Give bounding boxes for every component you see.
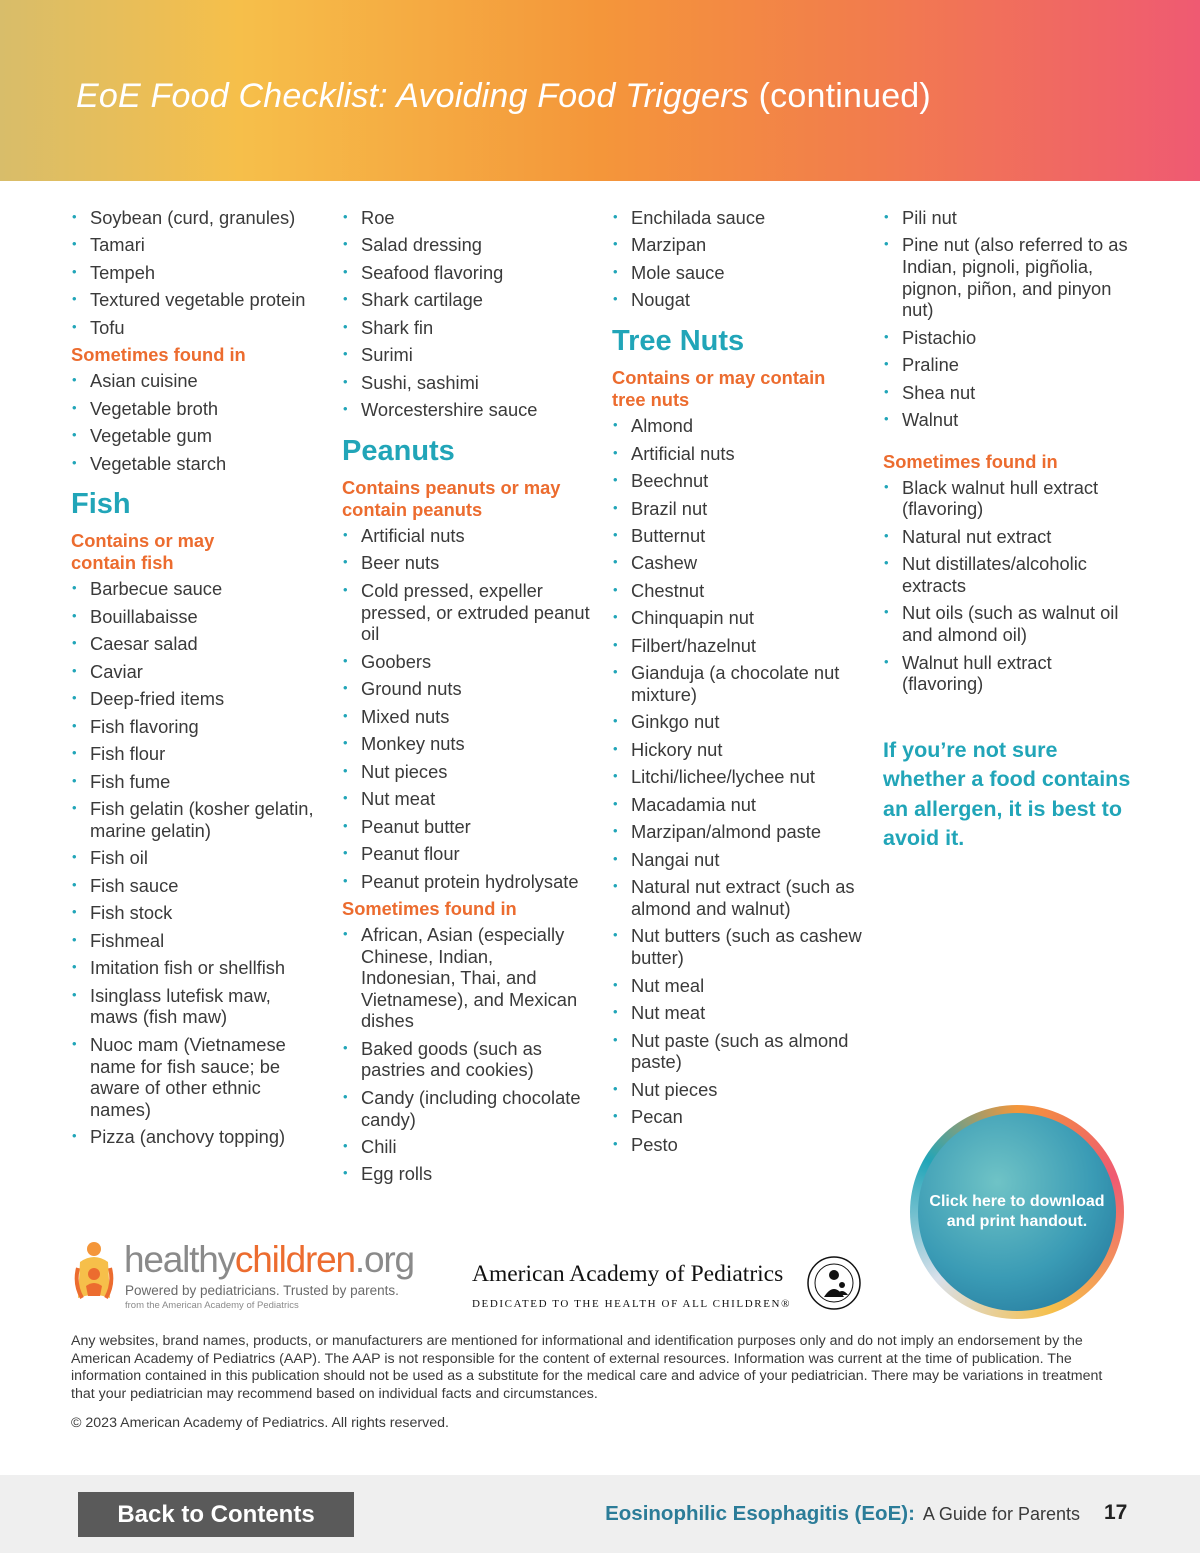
list-item: • Vegetable broth bbox=[71, 398, 321, 420]
hc-word-org: .org bbox=[354, 1239, 414, 1280]
tree-nuts-sometimes-heading: Sometimes found in bbox=[883, 450, 1058, 472]
list-item: • Nut meal bbox=[612, 975, 862, 997]
peanuts-items-list bbox=[342, 525, 590, 892]
list-item: • Salad dressing bbox=[342, 234, 590, 256]
list-item: • Enchilada sauce bbox=[612, 207, 862, 229]
list-item: • Roe bbox=[342, 207, 590, 229]
healthychildren-wordmark bbox=[124, 1239, 414, 1281]
list-item: • Candy (including chocolate candy) bbox=[342, 1087, 590, 1130]
download-handout-button[interactable] bbox=[910, 1105, 1124, 1319]
list-item: • Worcestershire sauce bbox=[342, 399, 590, 421]
aap-tagline: DEDICATED TO THE HEALTH OF ALL CHILDREN® bbox=[472, 1298, 792, 1310]
list-item: • Chili bbox=[342, 1136, 590, 1158]
column-1 bbox=[71, 207, 321, 1154]
list-item: • Nut meat bbox=[612, 1002, 862, 1024]
list-item: • Praline bbox=[883, 354, 1133, 376]
guide-title bbox=[605, 1502, 1080, 1526]
copyright-text: © 2023 American Academy of Pediatrics. All rights reserved. bbox=[71, 1415, 449, 1431]
healthychildren-tagline: Powered by pediatricians. Trusted by parents. bbox=[125, 1283, 399, 1298]
peanuts-sometimes-continued-list bbox=[612, 207, 862, 311]
fish-items-continued-list bbox=[342, 207, 590, 421]
peanuts-contains-heading: Contains peanuts or may contain peanuts bbox=[342, 476, 561, 520]
tree-nuts-contains-heading: Contains or may contain tree nuts bbox=[612, 367, 826, 411]
soy-items-list bbox=[71, 207, 321, 339]
list-item: • Sushi, sashimi bbox=[342, 372, 590, 394]
header-banner bbox=[0, 0, 1200, 181]
list-item: • Tofu bbox=[71, 317, 321, 339]
list-item: • Black walnut hull extract (flavoring) bbox=[883, 477, 1133, 520]
list-item: • Nut oils (such as walnut oil and almond oil) bbox=[883, 602, 1133, 645]
list-item: • Vegetable gum bbox=[71, 425, 321, 447]
download-handout-label: Click here to download and print handout. bbox=[929, 1193, 1105, 1230]
list-item: • Beechnut bbox=[612, 470, 862, 492]
list-item: • Fish sauce bbox=[71, 875, 321, 897]
list-item: • Asian cuisine bbox=[71, 370, 321, 392]
list-item: • Shea nut bbox=[883, 382, 1133, 404]
list-item: • Monkey nuts bbox=[342, 733, 590, 755]
list-item: • Pecan bbox=[612, 1106, 862, 1128]
list-item: • Caviar bbox=[71, 661, 321, 683]
list-item: • Ground nuts bbox=[342, 678, 590, 700]
list-item: • Goobers bbox=[342, 651, 590, 673]
list-item: • Artificial nuts bbox=[612, 443, 862, 465]
list-item: • Brazil nut bbox=[612, 498, 862, 520]
list-item: • Gianduja (a chocolate nut mixture) bbox=[612, 662, 862, 705]
list-item: • Egg rolls bbox=[342, 1163, 590, 1185]
list-item: • Nougat bbox=[612, 289, 862, 311]
list-item: • Marzipan bbox=[612, 234, 862, 256]
list-item: • Tamari bbox=[71, 234, 321, 256]
list-item: • Baked goods (such as pastries and cookies) bbox=[342, 1038, 590, 1081]
allergen-callout: If you’re not sure whether a food contains an allergen, it is best to avoid it. bbox=[883, 737, 1131, 851]
hc-word-healthy: healthy bbox=[124, 1239, 235, 1280]
list-item: • Artificial nuts bbox=[342, 525, 590, 547]
list-item: • Pine nut (also referred to as Indian, pignoli, pigñolia, pignon, piñon, and pinyon nut) bbox=[883, 234, 1133, 320]
page-number: 17 bbox=[1104, 1501, 1128, 1524]
tree-nuts-heading: Tree Nuts bbox=[612, 325, 745, 358]
list-item: • Walnut bbox=[883, 409, 1133, 431]
hc-word-children: children bbox=[234, 1239, 355, 1280]
list-item: • Ginkgo nut bbox=[612, 711, 862, 733]
list-item: • Marzipan/almond paste bbox=[612, 821, 862, 843]
list-item: • Fish flavoring bbox=[71, 716, 321, 738]
list-item: • Natural nut extract bbox=[883, 526, 1133, 548]
list-item: • Shark cartilage bbox=[342, 289, 590, 311]
footer-bar bbox=[0, 1475, 1200, 1553]
page-title-main: EoE Food Checklist: Avoiding Food Triggers bbox=[76, 77, 749, 115]
list-item: • Nut paste (such as almond paste) bbox=[612, 1030, 862, 1073]
peanuts-heading: Peanuts bbox=[342, 434, 455, 467]
list-item: • Butternut bbox=[612, 525, 862, 547]
list-item: • Barbecue sauce bbox=[71, 578, 321, 600]
list-item: • Isinglass lutefisk maw, maws (fish maw) bbox=[71, 985, 321, 1028]
list-item: • African, Asian (especially Chinese, Indian, Indonesian, Thai, and Vietnamese), and Mexican dishes bbox=[342, 924, 590, 1032]
list-item: • Nut butters (such as cashew butter) bbox=[612, 925, 862, 968]
list-item: • Deep-fried items bbox=[71, 688, 321, 710]
list-item: • Vegetable starch bbox=[71, 453, 321, 475]
list-item: • Soybean (curd, granules) bbox=[71, 207, 321, 229]
list-item: • Tempeh bbox=[71, 262, 321, 284]
back-to-contents-button[interactable]: Back to Contents bbox=[78, 1492, 354, 1537]
list-item: • Bouillabaisse bbox=[71, 606, 321, 628]
list-item: • Peanut flour bbox=[342, 843, 590, 865]
list-item: • Litchi/lichee/lychee nut bbox=[612, 766, 862, 788]
soy-sometimes-list bbox=[71, 370, 321, 474]
tree-nuts-sometimes-list bbox=[883, 477, 1133, 695]
list-item: • Peanut butter bbox=[342, 816, 590, 838]
list-item: • Seafood flavoring bbox=[342, 262, 590, 284]
guide-title-main: Eosinophilic Esophagitis (EoE): bbox=[605, 1502, 915, 1525]
list-item: • Beer nuts bbox=[342, 552, 590, 574]
column-3 bbox=[612, 207, 862, 1161]
list-item: • Nut pieces bbox=[342, 761, 590, 783]
list-item: • Pesto bbox=[612, 1134, 862, 1156]
peanuts-sometimes-list bbox=[342, 924, 590, 1185]
list-item: • Peanut protein hydrolysate bbox=[342, 871, 590, 893]
list-item: • Shark fin bbox=[342, 317, 590, 339]
list-item: • Almond bbox=[612, 415, 862, 437]
list-item: • Hickory nut bbox=[612, 739, 862, 761]
disclaimer-text: Any websites, brand names, products, or manufacturers are mentioned for informational and identification purposes only and do not imply an endorsement by the American Academy of Pediatrics (AAP). The AAP is not responsible for the content of external resources. Information was current at the time of publication. The information contained in this publication should not be used as a substitute for the medical care and advice of your pediatrician. There may be variations in treatment that your pediatrician may recommend based on individual facts and circumstances. bbox=[71, 1333, 1103, 1402]
aap-logo bbox=[470, 1255, 870, 1315]
list-item: • Walnut hull extract (flavoring) bbox=[883, 652, 1133, 695]
column-4 bbox=[883, 207, 1133, 854]
list-item: • Chestnut bbox=[612, 580, 862, 602]
list-item: • Caesar salad bbox=[71, 633, 321, 655]
aap-seal-icon bbox=[806, 1255, 862, 1311]
list-item: • Fish oil bbox=[71, 847, 321, 869]
family-icon bbox=[72, 1240, 116, 1302]
guide-title-subtitle: A Guide for Parents bbox=[922, 1504, 1080, 1524]
list-item: • Pistachio bbox=[883, 327, 1133, 349]
list-item: • Cashew bbox=[612, 552, 862, 574]
list-item: • Macadamia nut bbox=[612, 794, 862, 816]
peanuts-sometimes-heading: Sometimes found in bbox=[342, 897, 517, 919]
list-item: • Mixed nuts bbox=[342, 706, 590, 728]
list-item: • Pizza (anchovy topping) bbox=[71, 1126, 321, 1148]
list-item: • Natural nut extract (such as almond and walnut) bbox=[612, 876, 862, 919]
list-item: • Nut pieces bbox=[612, 1079, 862, 1101]
list-item: • Filbert/hazelnut bbox=[612, 635, 862, 657]
aap-name: American Academy of Pediatrics bbox=[472, 1261, 784, 1287]
column-2 bbox=[342, 207, 590, 1191]
list-item: • Mole sauce bbox=[612, 262, 862, 284]
healthychildren-logo bbox=[72, 1240, 432, 1315]
fish-contains-heading: Contains or may contain fish bbox=[71, 530, 215, 574]
page-title-suffix: (continued) bbox=[758, 77, 931, 115]
list-item: • Nut distillates/alcoholic extracts bbox=[883, 553, 1133, 596]
list-item: • Pili nut bbox=[883, 207, 1133, 229]
list-item: • Fishmeal bbox=[71, 930, 321, 952]
fish-items-list bbox=[71, 578, 321, 1147]
list-item: • Textured vegetable protein bbox=[71, 289, 321, 311]
soy-sometimes-heading: Sometimes found in bbox=[71, 344, 246, 366]
page-title bbox=[76, 77, 931, 116]
list-item: • Chinquapin nut bbox=[612, 607, 862, 629]
list-item: • Fish gelatin (kosher gelatin, marine gelatin) bbox=[71, 798, 321, 841]
tree-nuts-items-list bbox=[612, 415, 862, 1155]
list-item: • Fish flour bbox=[71, 743, 321, 765]
fish-heading: Fish bbox=[71, 488, 131, 521]
download-handout-circle bbox=[918, 1113, 1116, 1311]
healthychildren-subtag: from the American Academy of Pediatrics bbox=[125, 1300, 299, 1311]
list-item: • Nuoc mam (Vietnamese name for fish sauce; be aware of other ethnic names) bbox=[71, 1034, 321, 1120]
list-item: • Fish stock bbox=[71, 902, 321, 924]
list-item: • Fish fume bbox=[71, 771, 321, 793]
list-item: • Nangai nut bbox=[612, 849, 862, 871]
list-item: • Surimi bbox=[342, 344, 590, 366]
list-item: • Imitation fish or shellfish bbox=[71, 957, 321, 979]
tree-nuts-items-continued-list bbox=[883, 207, 1133, 431]
list-item: • Cold pressed, expeller pressed, or extruded peanut oil bbox=[342, 580, 590, 645]
list-item: • Nut meat bbox=[342, 788, 590, 810]
